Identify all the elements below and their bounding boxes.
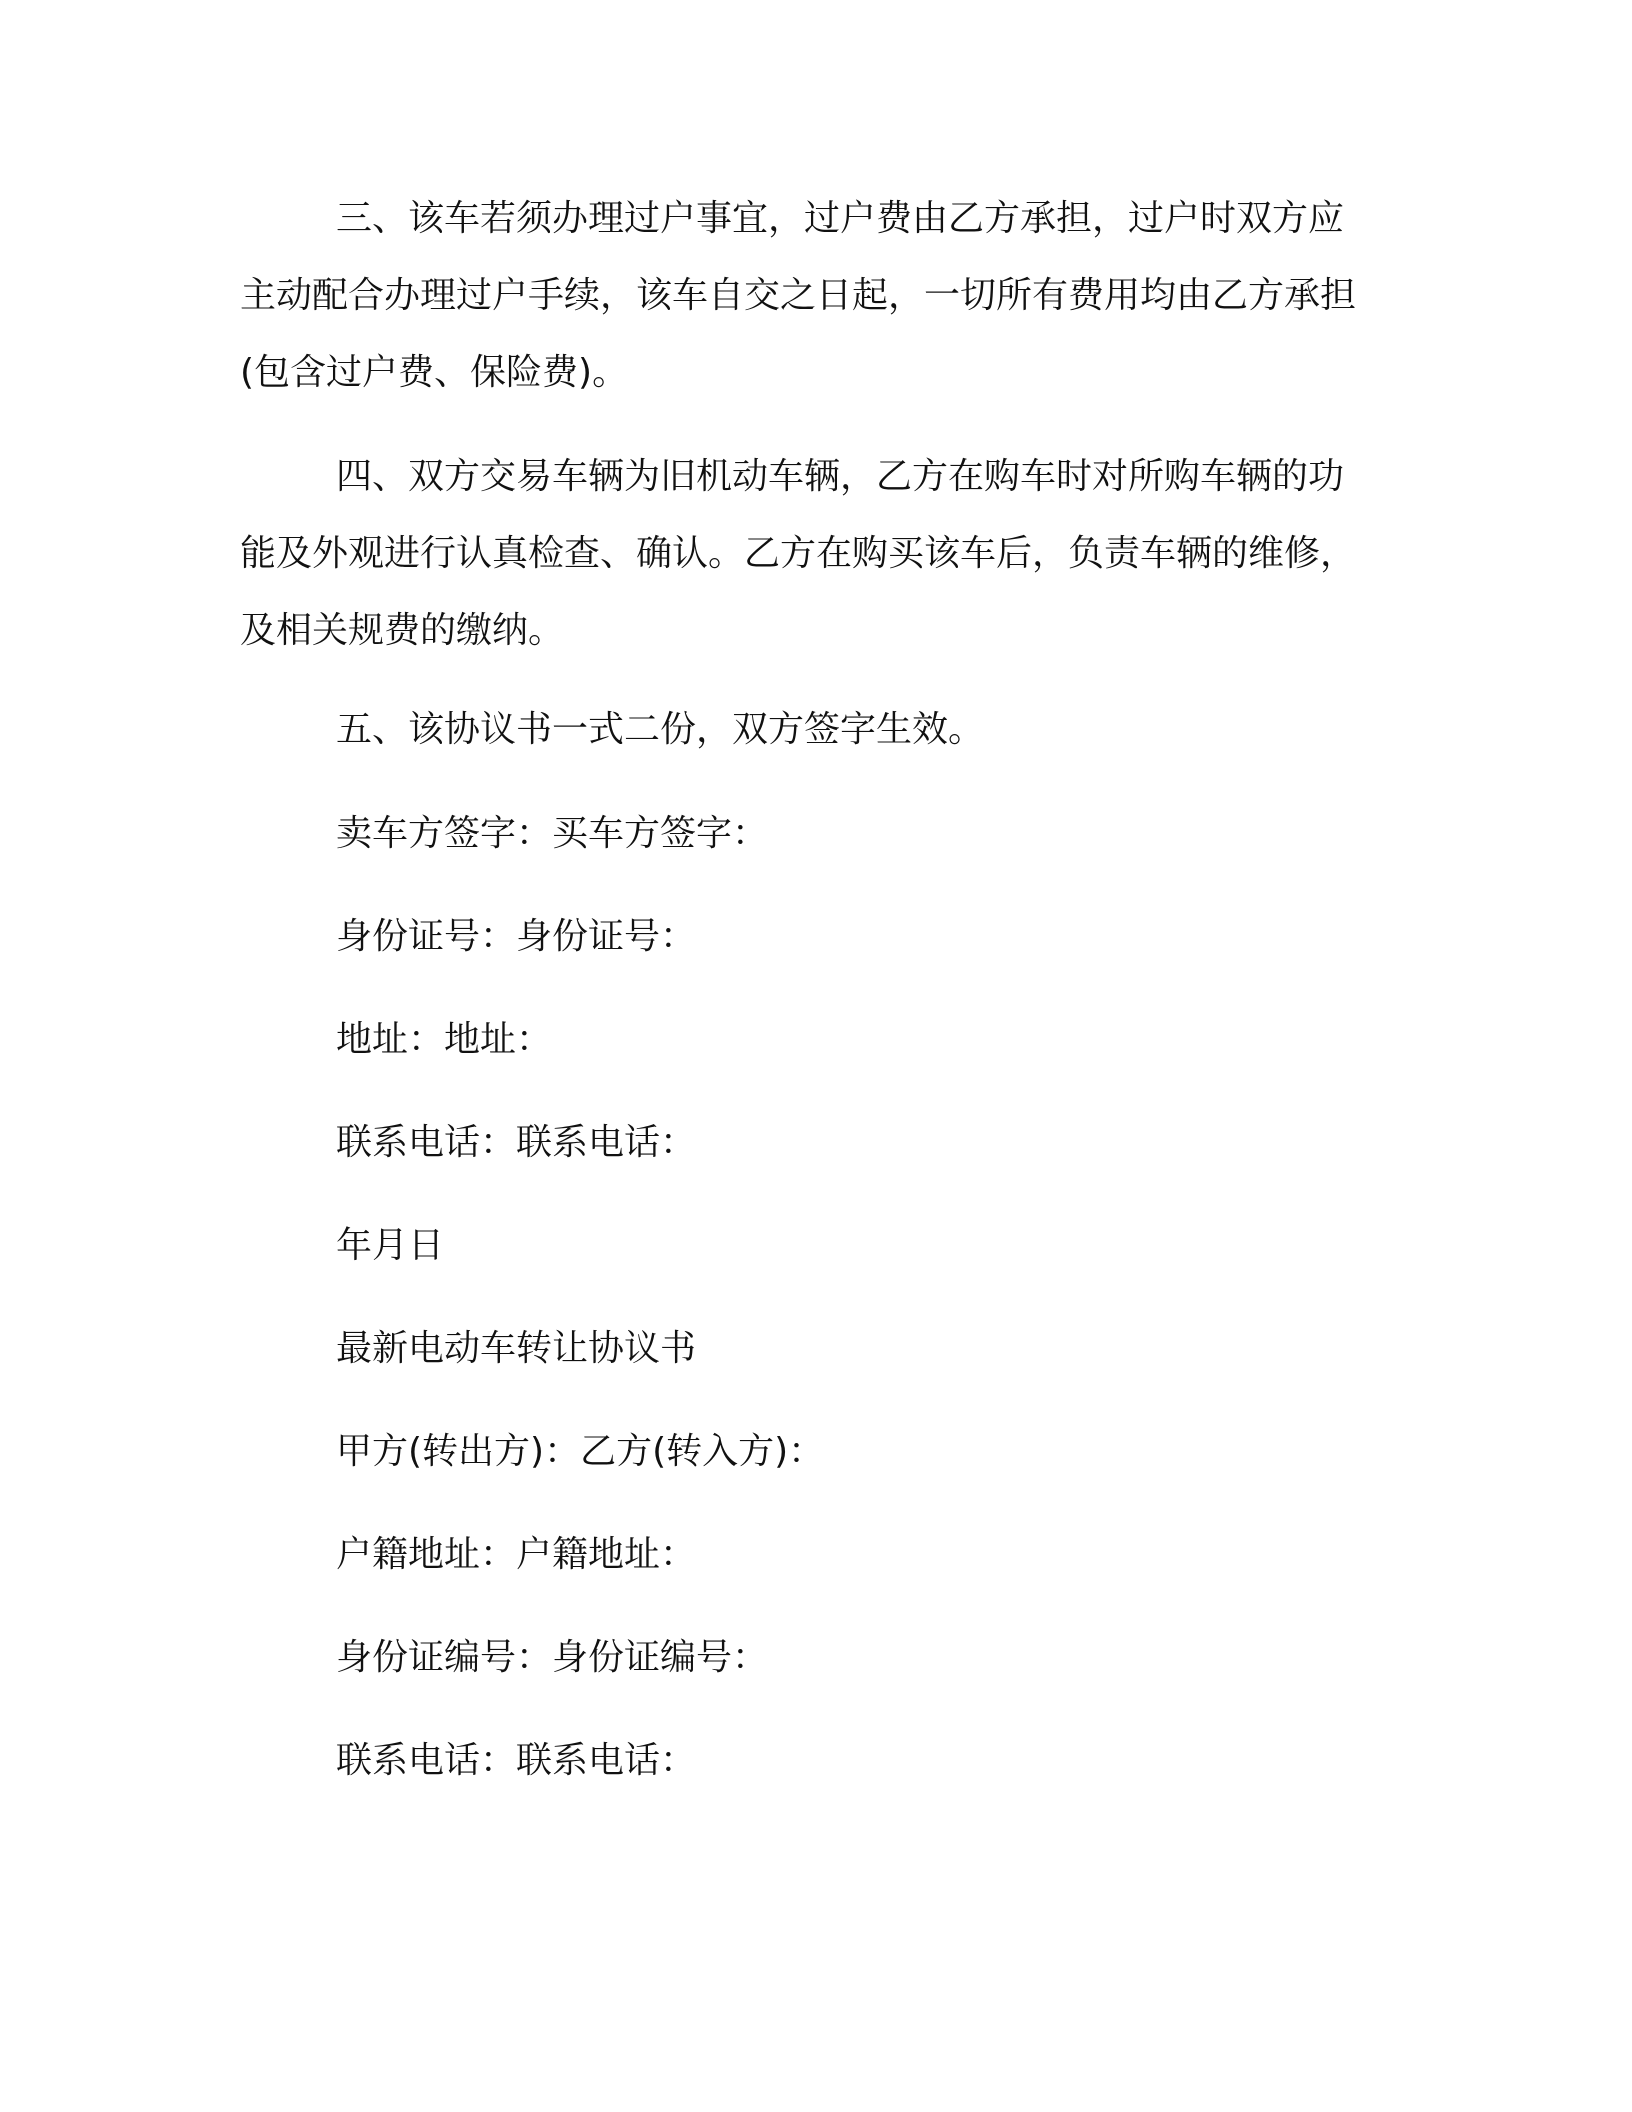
clause-three-paragraph: 三、该车若须办理过户事宜，过户费由乙方承担，过户时双方应主动配合办理过户手续，该车自交之日起，一切所有费用均由乙方承担(包含过户费、保险费)。	[240, 198, 1357, 393]
document-title: 最新电动车转让协议书	[336, 1328, 697, 1369]
clause-five-line: 五、该协议书一式二份，双方签字生效。	[336, 709, 985, 750]
address-line: 地址：地址：	[336, 1019, 553, 1060]
id-serial-line: 身份证编号：身份证编号：	[336, 1637, 769, 1678]
household-address-line: 户籍地址：户籍地址：	[336, 1534, 697, 1575]
contact-phone-line: 联系电话：联系电话：	[336, 1122, 697, 1163]
contact-phone-line-2: 联系电话：联系电话：	[336, 1740, 697, 1781]
seller-buyer-signature-line: 卖车方签字：买车方签字：	[336, 813, 769, 854]
date-line: 年月日	[336, 1225, 445, 1266]
id-number-line: 身份证号：身份证号：	[336, 916, 697, 957]
party-a-b-line: 甲方(转出方)：乙方(转入方)：	[336, 1431, 825, 1472]
clause-four-paragraph: 四、双方交易车辆为旧机动车辆，乙方在购车时对所购车辆的功能及外观进行认真检查、确认。乙方在购买该车后，负责车辆的维修，及相关规费的缴纳。	[240, 456, 1357, 651]
